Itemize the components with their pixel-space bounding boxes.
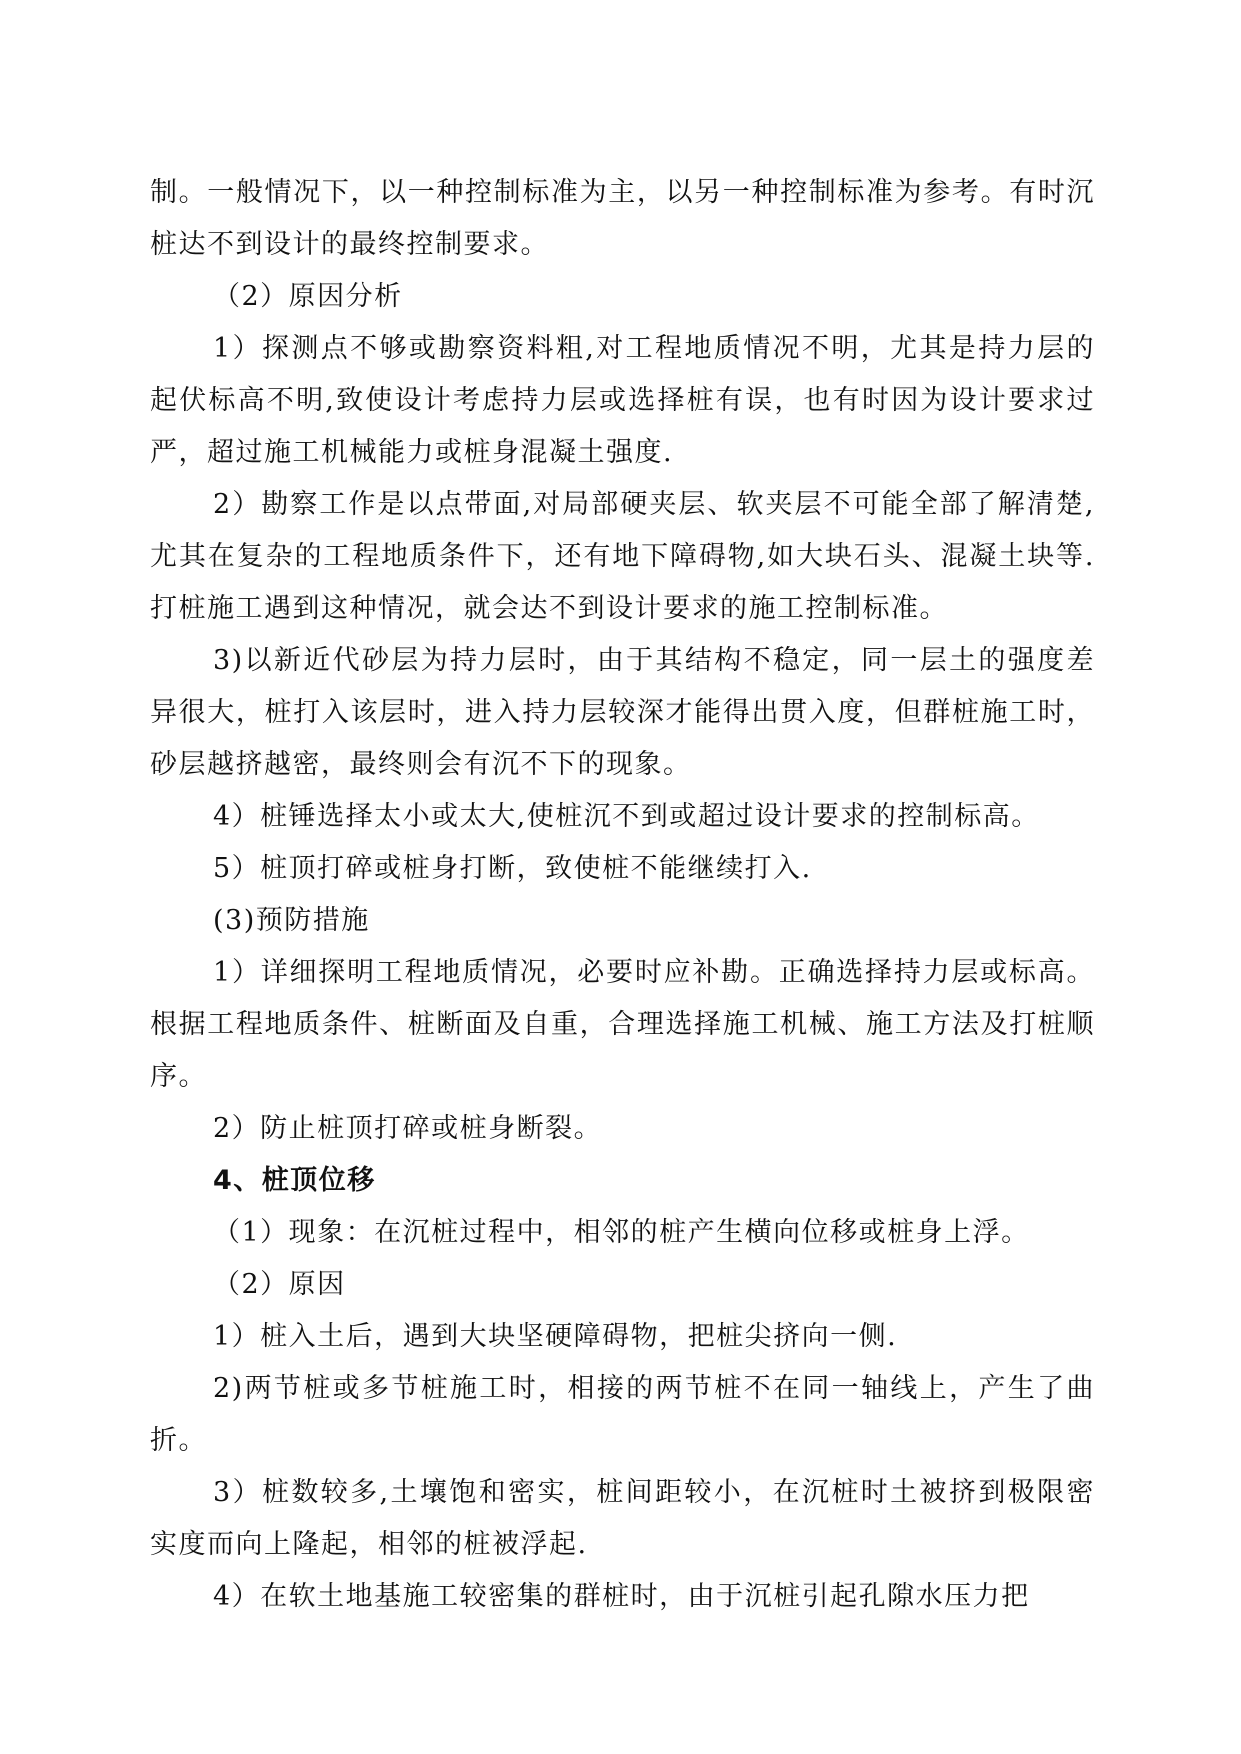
section-heading-pile-top-displacement: 4、桩顶位移 [213, 1165, 376, 1196]
paragraph-cause-3: 3)以新近代砂层为持力层时，由于其结构不稳定，同一层土的强度差异很大，桩打入该层时，进入持力层较深才能得出贯入度，但群桩施工时，砂层越挤越密，最终则会有沉不下的现象。 [150, 645, 1095, 780]
paragraph-cause-1: 1）探测点不够或勘察资料粗,对工程地质情况不明，尤其是持力层的起伏标高不明,致使设计考虑持力层或选择桩有误，也有时因为设计要求过严，超过施工机械能力或桩身混凝土强度. [150, 333, 1095, 468]
paragraph-displacement-cause-1: 1）桩入土后，遇到大块坚硬障碍物，把桩尖挤向一侧. [213, 1321, 898, 1352]
paragraph-prevention-2: 2）防止桩顶打碎或桩身断裂。 [213, 1113, 603, 1144]
subheading-cause: （2）原因 [213, 1269, 346, 1300]
paragraph-displacement-cause-4: 4）在软土地基施工较密集的群桩时，由于沉桩引起孔隙水压力把 [213, 1581, 1030, 1612]
document-body [150, 167, 1095, 1623]
paragraph-phenomenon: （1）现象：在沉桩过程中，相邻的桩产生横向位移或桩身上浮。 [213, 1217, 1030, 1248]
paragraph-cause-4: 4）桩锤选择太小或太大,使桩沉不到或超过设计要求的控制标高。 [213, 801, 1040, 832]
subheading-prevention: (3)预防措施 [213, 905, 370, 936]
paragraph-cause-5: 5）桩顶打碎或桩身打断，致使桩不能继续打入. [213, 853, 812, 884]
paragraph-displacement-cause-2: 2)两节桩或多节桩施工时，相接的两节桩不在同一轴线上，产生了曲折。 [150, 1373, 1095, 1456]
subheading-cause-analysis: （2）原因分析 [213, 281, 403, 312]
paragraph-cause-2: 2）勘察工作是以点带面,对局部硬夹层、软夹层不可能全部了解清楚,尤其在复杂的工程地质条件下，还有地下障碍物,如大块石头、混凝土块等.打桩施工遇到这种情况，就会达不到设计要求的施工控制标准。 [150, 489, 1095, 624]
paragraph-continuation: 制。一般情况下，以一种控制标准为主，以另一种控制标准为参考。有时沉桩达不到设计的最终控制要求。 [150, 177, 1095, 260]
paragraph-prevention-1: 1）详细探明工程地质情况，必要时应补勘。正确选择持力层或标高。根据工程地质条件、桩断面及自重，合理选择施工机械、施工方法及打桩顺序。 [150, 957, 1095, 1092]
paragraph-displacement-cause-3: 3）桩数较多,土壤饱和密实，桩间距较小，在沉桩时土被挤到极限密实度而向上隆起，相邻的桩被浮起. [150, 1477, 1095, 1560]
